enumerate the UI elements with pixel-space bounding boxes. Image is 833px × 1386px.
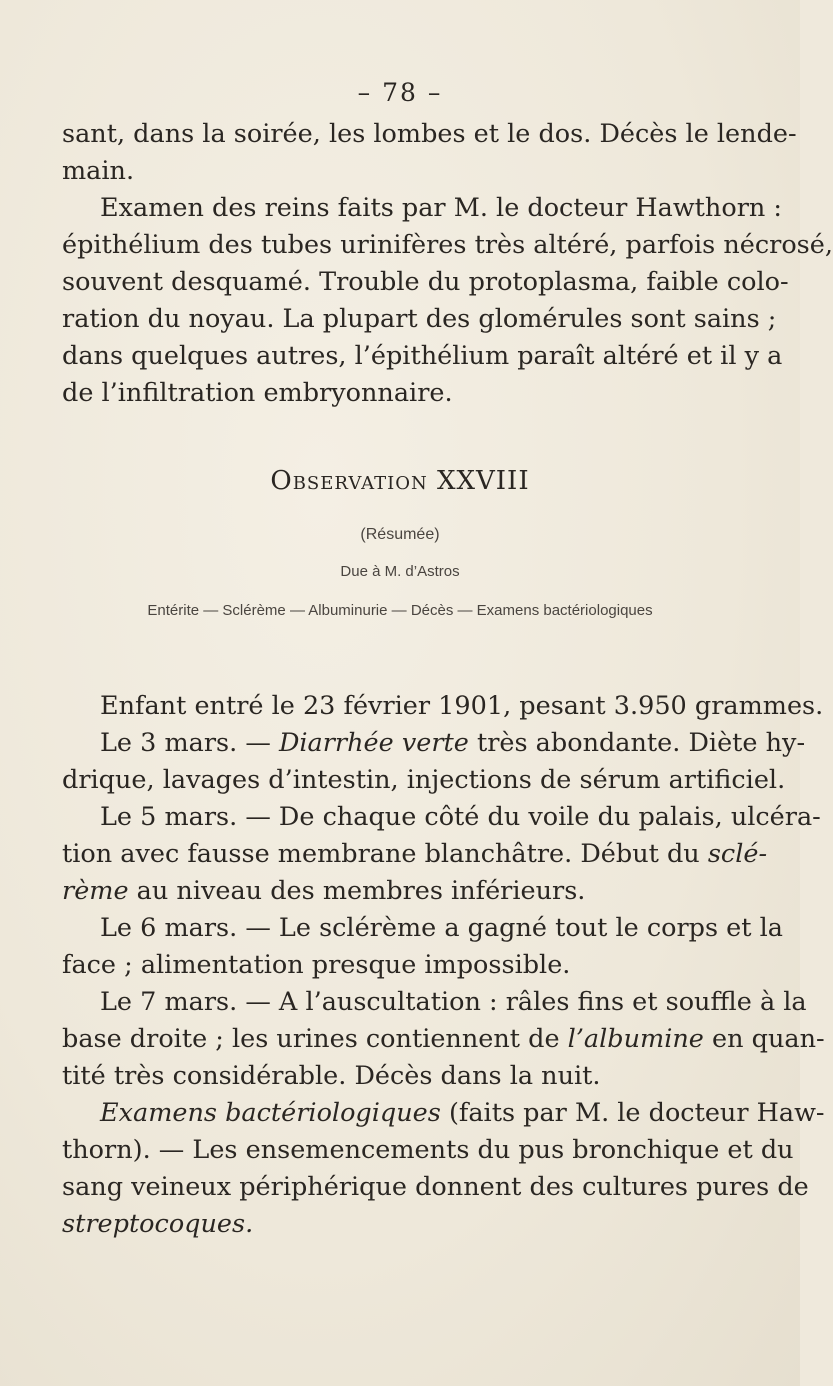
italic-term: l’albumine: [567, 1024, 704, 1054]
italic-term: sclé-: [707, 839, 768, 869]
text-line: [62, 799, 821, 836]
text-span: Le 3 mars. —: [100, 728, 279, 758]
text-span: (faits par M. le docteur Haw-: [440, 1098, 825, 1128]
text-line: [62, 1021, 825, 1058]
text-line: Examen des reins faits par M. le docteur Hawthorn :: [100, 193, 783, 223]
text-span: Le 5 mars. — De chaque côté du voile du palais, ulcéra-: [100, 802, 821, 832]
page-number: – 78 –: [357, 78, 443, 107]
italic-term: Examens bactériologiques: [100, 1098, 441, 1128]
text-line: dans quelques autres, l’épithélium paraît altéré et il y a: [62, 341, 783, 371]
text-span: en quan-: [703, 1024, 825, 1054]
paragraph-kidney-exam: [62, 116, 833, 412]
observation-title: Observation XXVIII: [270, 466, 530, 496]
text-line: sant, dans la soirée, les lombes et le dos. Décès le lende-: [62, 119, 797, 149]
text-span: tion avec fausse membrane blanchâtre. Début du: [62, 839, 700, 869]
text-line: [62, 1206, 752, 1243]
observation-author: Due à M. d’Astros: [340, 563, 460, 580]
italic-term: Diarrhée verte: [278, 728, 469, 758]
text-line: [62, 873, 752, 910]
text-line: tité très considérable. Décès dans la nuit.: [62, 1061, 601, 1091]
italic-term: streptocoques.: [62, 1209, 254, 1239]
text-line: souvent desquamé. Trouble du protoplasma, faible colo-: [62, 267, 789, 297]
text-line: sang veineux périphérique donnent des cultures pures de: [62, 1172, 809, 1202]
text-line: [62, 725, 806, 762]
paragraph-case-history: [62, 688, 825, 1243]
text-line: face ; alimentation presque impossible.: [62, 950, 571, 980]
text-line: Le 6 mars. — Le sclérème a gagné tout le corps et la: [100, 913, 783, 943]
text-line: main.: [62, 156, 135, 186]
observation-subtitle: (Résumée): [360, 526, 440, 543]
italic-term: rème: [62, 876, 129, 906]
text-span: très abondante. Diète hy-: [468, 728, 806, 758]
text-line: ration du noyau. La plupart des glomérules sont sains ;: [62, 304, 777, 334]
text-span: au niveau des membres inférieurs.: [128, 876, 586, 906]
text-span: base droite ; les urines contiennent de: [62, 1024, 568, 1054]
text-line: épithélium des tubes urinifères très altéré, parfois nécrosé,: [62, 230, 833, 260]
observation-keywords: Entérite — Sclérème — Albuminurie — Décès — Examens bactériologiques: [147, 602, 653, 619]
text-line: Le 7 mars. — A l’auscultation : râles fins et souffle à la: [100, 987, 807, 1017]
text-line: drique, lavages d’intestin, injections de sérum artificiel.: [62, 765, 786, 795]
text-line: Enfant entré le 23 février 1901, pesant 3.950 grammes.: [100, 691, 824, 721]
text-line: de l’infiltration embryonnaire.: [62, 378, 453, 408]
text-line: [62, 836, 768, 873]
text-line: thorn). — Les ensemencements du pus bronchique et du: [62, 1135, 794, 1165]
text-line: [62, 1095, 825, 1132]
